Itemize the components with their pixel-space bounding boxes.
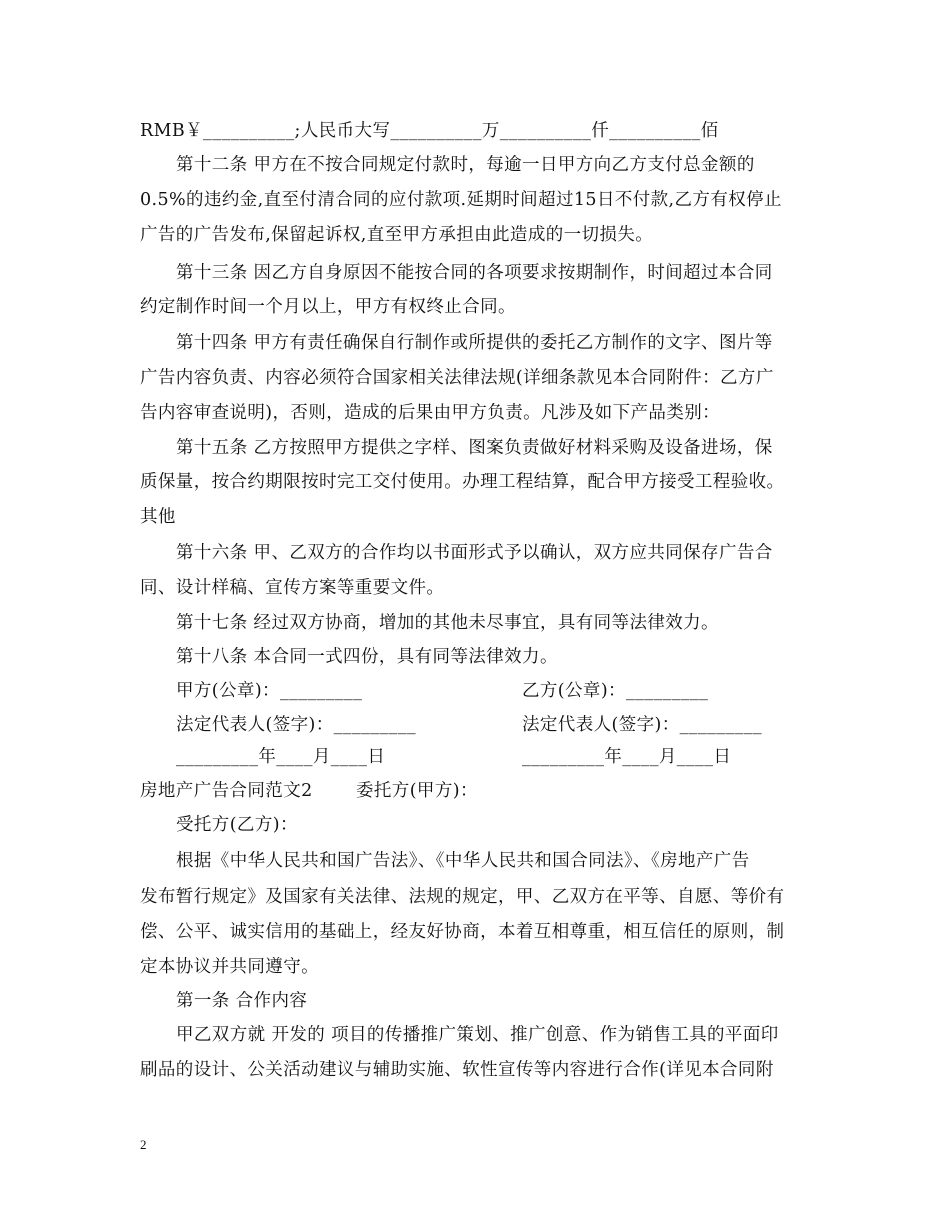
party-a-seal: 甲方(公章)：_________ — [176, 681, 363, 701]
preamble-line-2: 发布暂行规定》及国家有关法律、法规的规定，甲、乙双方在平等、自愿、等价有 — [140, 887, 785, 907]
article-1-line-1: 甲乙双方就 开发的 项目的传播推广策划、推广创意、作为销售工具的平面印 — [176, 1025, 779, 1045]
article-14-line-1: 第十四条 甲方有责任确保自行制作或所提供的委托乙方制作的文字、图片等 — [176, 333, 773, 353]
party-a-date: _________年____月____日 — [176, 747, 386, 767]
page-number: 2 — [140, 1137, 147, 1152]
article-16-line-1: 第十六条 甲、乙双方的合作均以书面形式予以确认，双方应共同保存广告合 — [176, 543, 773, 563]
party-b-date: _________年____月____日 — [522, 747, 732, 767]
section2-title: 房地产广告合同范文2 — [140, 781, 313, 801]
article-12-line-1: 第十二条 甲方在不按合同规定付款时，每逾一日甲方向乙方支付总金额的 — [176, 155, 755, 175]
client-label: 委托方(甲方)： — [356, 781, 478, 801]
article-16-line-2: 同、设计样稿、宣传方案等重要文件。 — [140, 578, 445, 598]
article-1-heading: 第一条 合作内容 — [176, 991, 308, 1011]
article-15-line-2: 质保量，按合约期限按时完工交付使用。办理工程结算，配合甲方接受工程验收。 — [140, 472, 785, 492]
article-14-line-2: 广告内容负责、内容必须符合国家相关法律法规(详细条款见本合同附件：乙方广 — [140, 368, 774, 388]
article-1-line-2: 刷品的设计、公关活动建议与辅助实施、软性宣传等内容进行合作(详见本合同附 — [140, 1060, 774, 1080]
contractor-label: 受托方(乙方)： — [176, 815, 298, 835]
article-15-line-1: 第十五条 乙方按照甲方提供之字样、图案负责做好材料采购及设备进场，保 — [176, 438, 773, 458]
article-12-line-2: 0.5%的违约金,直至付清合同的应付款项.延期时间超过15日不付款,乙方有权停止 — [140, 190, 782, 210]
payment-amount-line: RMB￥__________;人民币大写__________万__________仟__________佰 — [140, 121, 719, 141]
article-15-line-3: 其他 — [140, 507, 176, 527]
party-b-representative: 法定代表人(签字)：_________ — [522, 715, 763, 735]
article-13-line-1: 第十三条 因乙方自身原因不能按合同的各项要求按期制作，时间超过本合同 — [176, 263, 773, 283]
article-17-line: 第十七条 经过双方协商，增加的其他未尽事宜，具有同等法律效力。 — [176, 613, 719, 633]
article-18-line: 第十八条 本合同一式四份，具有同等法律效力。 — [176, 647, 558, 667]
preamble-line-4: 定本协议并共同遵守。 — [140, 957, 319, 977]
preamble-line-1: 根据《中华人民共和国广告法》、《中华人民共和国合同法》、《房地产广告 — [176, 851, 750, 871]
preamble-line-3: 偿、公平、诚实信用的基础上，经友好协商，本着互相尊重，相互信任的原则，制 — [140, 922, 785, 942]
party-b-seal: 乙方(公章)：_________ — [522, 681, 709, 701]
article-12-line-3: 广告的广告发布,保留起诉权,直至甲方承担由此造成的一切损失。 — [140, 225, 654, 245]
article-13-line-2: 约定制作时间一个月以上，甲方有权终止合同。 — [140, 297, 516, 317]
article-14-line-3: 告内容审查说明)，否则，造成的后果由甲方负责。凡涉及如下产品类别： — [140, 403, 721, 423]
party-a-representative: 法定代表人(签字)：_________ — [176, 715, 417, 735]
